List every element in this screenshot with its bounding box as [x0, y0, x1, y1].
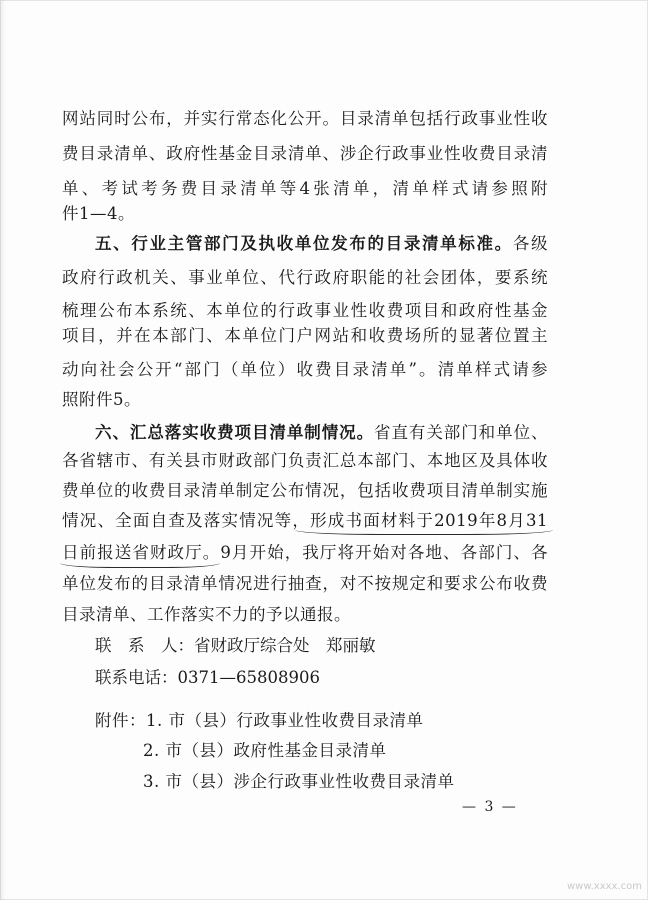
section-six-first-line — [95, 421, 548, 445]
section-five-line-1: 政府行政机关、事业单位、代行政府职能的社会团体，要系统 — [62, 268, 548, 287]
scan-shadow — [0, 0, 6, 900]
section-six-line-6: 目录清单、工作落实不力的予以通报。 — [62, 605, 351, 624]
section-six-line-2: 费单位的收费目录清单制定公布情况，包括收费项目清单制实施 — [62, 481, 548, 500]
attachment-item: 1. 市（县）行政事业性收费目录清单 — [146, 711, 424, 730]
attachment-item: 3. 市（县）涉企行政事业性收费目录清单 — [143, 772, 455, 791]
intro-line-1: 网站同时公布，并实行常态化公开。目录清单包括行政事业性收 — [62, 109, 548, 128]
attachments-label: 附件： — [95, 711, 146, 730]
section-five-line-3: 项目，并在本部门、本单位门户网站和收费场所的显著位置主 — [62, 326, 548, 345]
attachment-item: 2. 市（县）政府性基金目录清单 — [143, 741, 387, 760]
section-five-line-2: 梳理公布本系统、本单位的行政事业性收费项目和政府性基金 — [62, 301, 548, 320]
contact-phone-label: 联系电话： — [95, 668, 178, 687]
attachment-row-2 — [143, 739, 387, 763]
page-number: — 3 — — [462, 799, 518, 815]
intro-line-4: 件1—4。 — [62, 204, 135, 223]
contact-person-row — [95, 634, 376, 658]
section-six-heading: 六、汇总落实收费项目清单制情况。 — [95, 423, 375, 442]
section-six-first-rest: 省直有关部门和单位、 — [374, 423, 549, 442]
attachment-row-3 — [143, 770, 455, 794]
section-six-line-3: 情况、全面自查及落实情况等，形成书面材料于2019年8月31 — [62, 511, 548, 530]
section-five-first-line — [95, 232, 548, 256]
section-six-line-4: 日前报送省财政厅。9月开始，我厅将开始对各地、各部门、各 — [62, 543, 548, 562]
intro-line-2: 费目录清单、政府性基金目录清单、涉企行政事业性收费目录清 — [62, 144, 548, 163]
intro-line-3: 单、考试考务费目录清单等4张清单，清单样式请参照附 — [62, 179, 548, 198]
section-five-heading: 五、行业主管部门及执收单位发布的目录清单标准。 — [95, 234, 513, 253]
contact-person-value: 省财政厅综合处 郑丽敏 — [194, 636, 376, 655]
attachment-row-1 — [95, 709, 424, 733]
section-five-line-5: 照附件5。 — [62, 390, 141, 409]
section-five-first-rest: 各级 — [512, 234, 549, 253]
section-six-line-5: 单位发布的目录清单情况进行抽查，对不按规定和要求公布收费 — [62, 574, 548, 593]
contact-person-label: 联 系 人： — [95, 636, 194, 655]
contact-phone-value: 0371—65808906 — [177, 668, 320, 687]
section-six-line-1: 各省辖市、有关县市财政部门负责汇总本部门、本地区及具体收 — [62, 451, 548, 470]
contact-phone-row — [95, 666, 320, 690]
section-five-line-4: 动向社会公开“部门（单位）收费目录清单”。清单样式请参 — [62, 360, 548, 379]
watermark: www.xxxx.com — [566, 881, 642, 892]
